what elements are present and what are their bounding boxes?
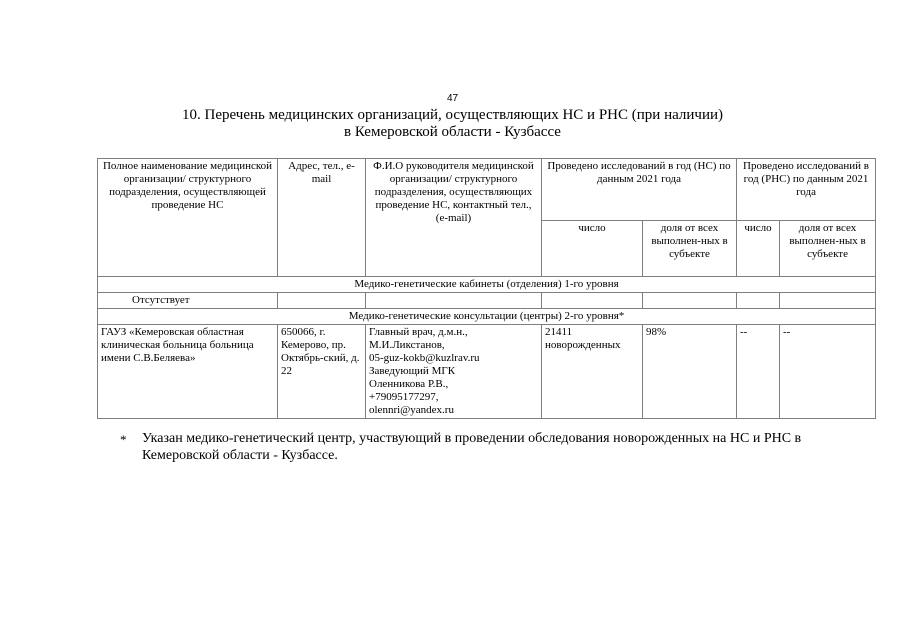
head-email: 05-guz-kokb@kuzlrav.ru — [369, 352, 480, 364]
empty-cell — [366, 293, 542, 309]
header-ns-group: Проведено исследований в год (НС) по данным 2021 года — [542, 159, 737, 221]
row-org: ГАУЗ «Кемеровская областная клиническая больница больница имени С.В.Беляева» — [98, 325, 278, 419]
header-ns-count: число — [542, 221, 643, 277]
section-level-2: Медико-генетические консультации (центры) 2-го уровня* — [98, 309, 876, 325]
header-rns-group: Проведено исследований в год (РНС) по данным 2021 года — [737, 159, 876, 221]
footnote — [120, 430, 860, 464]
table-row — [98, 325, 876, 419]
page-number: 47 — [446, 93, 459, 104]
row-ns-count: 21411 новорожденных — [542, 325, 643, 419]
empty-cell — [737, 293, 780, 309]
absent-cell: Отсутствует — [98, 293, 278, 309]
head-line: М.И.Ликстанов, — [369, 339, 445, 351]
header-rns-count: число — [737, 221, 780, 277]
row-head — [366, 325, 542, 419]
header-org-name: Полное наименование медицинской организации/ структурного подразделения, осуществляющей проведение НС — [98, 159, 278, 277]
head-line: Оленникова Р.В., — [369, 378, 449, 390]
footnote-marker: * — [120, 432, 127, 447]
footnote-text: Указан медико-генетический центр, участвующий в проведении обследования новорожденных на НС и РНС в Кемеровской области - Кузбассе. — [142, 431, 802, 463]
section-level-1: Медико-генетические кабинеты (отделения) 1-го уровня — [98, 277, 876, 293]
empty-cell — [643, 293, 737, 309]
row-ns-share: 98% — [643, 325, 737, 419]
organizations-table — [97, 158, 876, 419]
header-address: Адрес, тел., e-mail — [278, 159, 366, 277]
document-title — [0, 107, 905, 141]
empty-cell — [542, 293, 643, 309]
header-head: Ф.И.О руководителя медицинской организации/ структурного подразделения, осуществляющих проведение НС, контактный тел., (e-mail) — [366, 159, 542, 277]
empty-cell — [278, 293, 366, 309]
header-rns-share: доля от всех выполнен-ных в субъекте — [780, 221, 876, 277]
row-rns-count: -- — [737, 325, 780, 419]
head-phone: +79095177297, — [369, 391, 439, 403]
head-line: Главный врач, д.м.н., — [369, 326, 468, 338]
title-line-1: 10. Перечень медицинских организаций, осуществляющих НС и РНС (при наличии) — [182, 107, 723, 123]
head-line: Заведующий МГК — [369, 365, 456, 377]
title-line-2: в Кемеровской области - Кузбассе — [344, 124, 561, 140]
row-rns-share: -- — [780, 325, 876, 419]
empty-cell — [780, 293, 876, 309]
head-email: olennri@yandex.ru — [369, 404, 454, 416]
header-ns-share: доля от всех выполнен-ных в субъекте — [643, 221, 737, 277]
row-address: 650066, г. Кемерово, пр. Октябрь-ский, д. 22 — [278, 325, 366, 419]
